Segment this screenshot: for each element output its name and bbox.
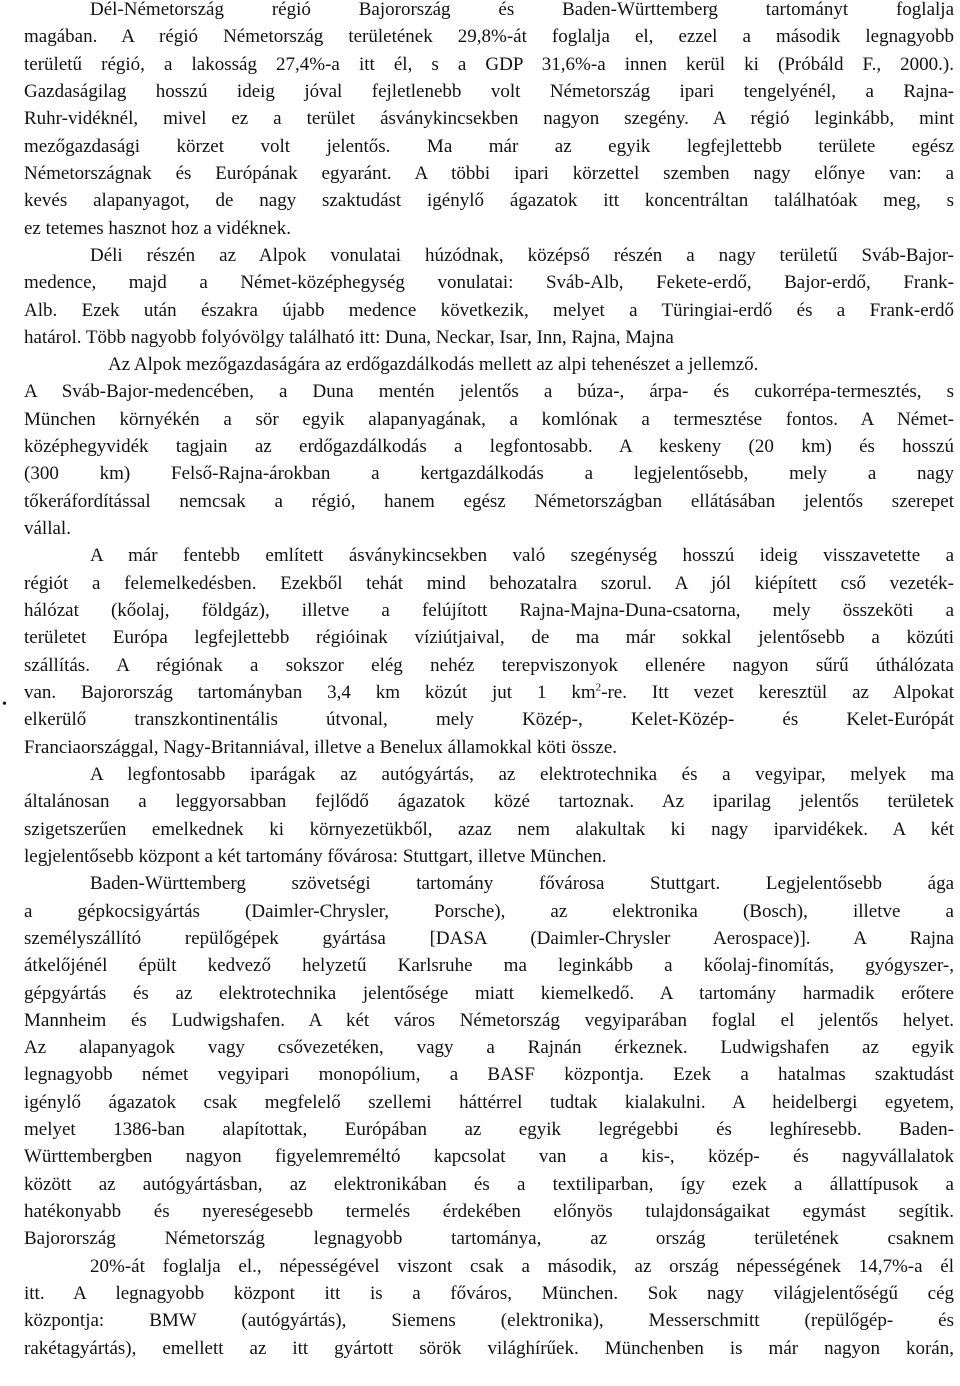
text-line: szállítás. A régiónak a sokszor elég nehéz terepviszonyok ellenére nagyon sűrű úthálózata — [24, 654, 954, 676]
text-line: hatékonyabb és nyereségesebb termelés érdekében előnyös tulajdonságaikat egymást segítik. — [24, 1201, 954, 1223]
text-line: Az alapanyagok vagy csővezetéken, vagy a Rajnán érkeznek. Ludwigshafen az egyik — [24, 1037, 954, 1059]
text-line: Mannheim és Ludwigshafen. A két város Németország vegyiparában foglal el jelentős helyet. — [24, 1009, 954, 1031]
text-line: Alb. Ezek után északra újabb medence következik, melyet a Türingiai-erdő és a Frank-erdő — [24, 299, 954, 321]
text-line: legnagyobb német vegyipari monopólium, a BASF központja. Ezek a hatalmas szaktudást — [24, 1064, 954, 1086]
text-line: Déli részén az Alpok vonulatai húzódnak, középső részén a nagy területű Sváb-Bajor- — [90, 244, 954, 266]
text-line: között az autógyártásban, az elektronikában és a textiliparban, így ezek a állattípusok a — [24, 1173, 954, 1195]
text-line: Gazdaságilag hosszú ideig jóval fejletlenebb volt Németország ipari tengelyénél, a Rajna- — [24, 80, 954, 102]
text-line: vállal. — [24, 518, 71, 540]
text-line: Baden-Württemberg szövetségi tartomány fővárosa Stuttgart. Legjelentősebb ága — [90, 873, 954, 895]
text-line: Németországnak és Európának egyaránt. A többi ipari körzettel szemben nagy előnye van: a — [24, 162, 954, 184]
text-line: A Sváb-Bajor-medencében, a Duna mentén jelentős a búza-, árpa- és cukorrépa-termesztés, s — [24, 381, 954, 403]
text-line: Ruhr-vidéknél, mivel ez a terület ásványkincsekben nagyon szegény. A régió leginkább, mint — [24, 108, 954, 130]
text-line: Württembergben nagyon figyelemreméltó kapcsolat van a kis-, közép- és nagyvállalatok — [24, 1146, 954, 1168]
text-line: általánosan a leggyorsabban fejlődő ágazatok közé tartoznak. Az iparilag jelentős területek — [24, 791, 954, 813]
text-line: itt. A legnagyobb központ itt is a főváros, München. Sok nagy világjelentőségű cég — [24, 1283, 954, 1305]
text-line-segment: -re. Itt vezet keresztül az Alpokat — [601, 682, 954, 703]
text-line: tőkeráfordítással nemcsak a régió, hanem egész Németországban ellátásában jelentős szerepet — [24, 490, 954, 512]
text-line: igénylő ágazatok csak megfelelő szellemi háttérrel tudtak kialakulni. A heidelbergi egyetem, — [24, 1091, 954, 1113]
text-line: München környékén a sör egyik alapanyagának, a komlónak a termesztése fontos. A Német- — [24, 408, 954, 430]
text-line: átkelőjénél épült kedvező helyzetű Karlsruhe ma leginkább a kőolaj-finomítás, gyógyszer-, — [24, 955, 954, 977]
text-line: középhegyvidék tagjain az erdőgazdálkodás a legfontosabb. A keskeny (20 km) és hosszú — [24, 436, 954, 458]
text-line — [24, 681, 954, 705]
text-line: A legfontosabb iparágak az autógyártás, az elektrotechnika és a vegyipar, melyek ma — [90, 763, 954, 785]
text-line: kevés alapanyagot, de nagy szaktudást igénylő ágazatok itt koncentráltan találhatóak meg, s — [24, 190, 954, 212]
text-line: központja: BMW (autógyártás), Siemens (elektronika), Messerschmitt (repülőgép- és — [24, 1310, 954, 1332]
superscript-text: 2 — [595, 681, 602, 694]
text-line: elkerülő transzkontinentális útvonal, mely Közép-, Kelet-Közép- és Kelet-Európát — [24, 709, 954, 731]
text-line: határol. Több nagyobb folyóvölgy található itt: Duna, Neckar, Isar, Inn, Rajna, Majna — [24, 326, 674, 348]
text-line: gépgyártás és az elektrotechnika jelentősége miatt kiemelkedő. A tartomány harmadik erőtere — [24, 982, 954, 1004]
text-line: legjelentősebb központ a két tartomány fővárosa: Stuttgart, illetve München. — [24, 845, 607, 867]
text-line: A már fentebb említett ásványkincsekben való szegénység hosszú ideig visszavetette a — [90, 545, 954, 567]
text-line: Dél-Németország régió Bajorország és Baden-Württemberg tartományt foglalja — [90, 0, 954, 20]
text-line: medence, majd a Német-középhegység vonulatai: Sváb-Alb, Fekete-erdő, Bajor-erdő, Frank- — [24, 272, 954, 294]
text-line: 20%-át foglalja el., népességével viszont csak a második, az ország népességének 14,7%-a él — [90, 1255, 954, 1277]
text-line: Franciaországgal, Nagy-Britanniával, illetve a Benelux államokkal köti össze. — [24, 736, 618, 758]
text-line: melyet 1386-ban alapítottak, Európában az egyik legrégebbi és leghíresebb. Baden- — [24, 1119, 954, 1141]
bullet-marker: • — [2, 697, 7, 712]
text-line: (300 km) Felső-Rajna-árokban a kertgazdálkodás a legjelentősebb, mely a nagy — [24, 463, 954, 485]
text-line-segment: van. Bajorország tartományban 3,4 km közút jut 1 km — [24, 682, 596, 703]
text-line: Az Alpok mezőgazdaságára az erdőgazdálkodás mellett az alpi tehenészet a jellemző. — [108, 354, 759, 376]
text-line: területet Európa legfejlettebb régióinak víziútjaival, de ma már sokkal jelentősebb a közúti — [24, 627, 954, 649]
text-line: mezőgazdasági körzet volt jelentős. Ma már az egyik legfejlettebb területe egész — [24, 135, 954, 157]
text-line: régiót a felemelkedésben. Ezekből tehát mind behozatalra szorul. A jól kiépített cső vezeték- — [24, 572, 954, 594]
text-line: személyszállító repülőgépek gyártása [DASA (Daimler-Chrysler Aerospace)]. A Rajna — [24, 927, 954, 949]
text-line: területű régió, a lakosság 27,4%-a itt él, s a GDP 31,6%-a innen kerül ki (Próbáld F., 2000.). — [24, 53, 954, 75]
text-line: rakétagyártás), emellett az itt gyártott sörök világhírűek. Münchenben is már nagyon korán, — [24, 1337, 954, 1359]
text-line: a gépkocsigyártás (Daimler-Chrysler, Porsche), az elektronika (Bosch), illetve a — [24, 900, 954, 922]
text-line: hálózat (kőolaj, földgáz), illetve a felújított Rajna-Majna-Duna-csatorna, mely összeköti a — [24, 600, 954, 622]
text-line: szigetszerűen emelkednek ki környezetükből, azaz nem alakultak ki nagy iparvidékek. A két — [24, 818, 954, 840]
text-line: Bajorország Németország legnagyobb tartománya, az ország területének csaknem — [24, 1228, 954, 1250]
text-line: magában. A régió Németország területének 29,8%-át foglalja el, ezzel a második legnagyobb — [24, 26, 954, 48]
text-line: ez tetemes hasznot hoz a vidéknek. — [24, 217, 291, 239]
